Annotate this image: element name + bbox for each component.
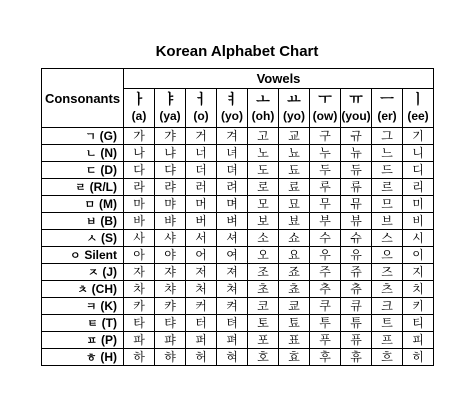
korean-alphabet-table [41, 68, 434, 366]
syllable-cell: 노 [248, 145, 279, 162]
vowel-romanization: (ee) [407, 109, 429, 123]
vowel-romanization: (ya) [159, 109, 181, 123]
vowel-char: ㅑ [163, 92, 177, 108]
syllable-cell: 갸 [155, 128, 186, 145]
consonant-jamo: ㄴ [85, 147, 97, 160]
syllable-cell: 랴 [155, 179, 186, 196]
syllable-cell: 너 [186, 145, 217, 162]
syllable-cell: 브 [372, 213, 403, 230]
table-row [42, 281, 434, 298]
syllable-cell: 기 [403, 128, 434, 145]
consonant-label: (J) [102, 265, 117, 279]
syllable-cell: 뎌 [217, 162, 248, 179]
consonant-jamo: ㅊ [77, 283, 88, 296]
syllable-cell: 크 [372, 298, 403, 315]
consonant-jamo: ㄹ [75, 181, 86, 194]
consonant-label: (T) [101, 316, 117, 330]
syllable-cell: 며 [217, 196, 248, 213]
consonant-cell [42, 332, 124, 349]
syllable-cell: 퍼 [186, 332, 217, 349]
syllable-cell: 더 [186, 162, 217, 179]
syllable-cell: 츄 [341, 281, 372, 298]
consonant-jamo: ㅎ [85, 351, 97, 364]
syllable-cell: 튜 [341, 315, 372, 332]
syllable-cell: 뱌 [155, 213, 186, 230]
syllable-cell: 코 [248, 298, 279, 315]
syllable-cell: 므 [372, 196, 403, 213]
consonant-cell [42, 315, 124, 332]
syllable-cell: 뵤 [279, 213, 310, 230]
table-body [42, 69, 434, 366]
syllable-cell: 야 [155, 247, 186, 264]
syllable-cell: 스 [372, 230, 403, 247]
vowel-romanization: (you) [341, 109, 371, 123]
header-row [42, 69, 434, 89]
syllable-cell: 구 [310, 128, 341, 145]
syllable-cell: 묘 [279, 196, 310, 213]
syllable-cell: 뮤 [341, 196, 372, 213]
consonant-jamo: ㅂ [85, 215, 97, 228]
syllable-cell: 탸 [155, 315, 186, 332]
syllable-cell: 도 [248, 162, 279, 179]
syllable-cell: 교 [279, 128, 310, 145]
chart-title: Korean Alphabet Chart [155, 43, 319, 60]
syllable-cell: 뷰 [341, 213, 372, 230]
table-row [42, 349, 434, 366]
syllable-cell: 소 [248, 230, 279, 247]
syllable-cell: 하 [124, 349, 155, 366]
vowel-header-cell [124, 89, 155, 128]
syllable-cell: 쇼 [279, 230, 310, 247]
syllable-cell: 쿄 [279, 298, 310, 315]
syllable-cell: 저 [186, 264, 217, 281]
vowel-char: ㅛ [287, 92, 301, 108]
syllable-cell: 쳐 [217, 281, 248, 298]
consonant-label: (B) [100, 214, 117, 228]
syllable-cell: 거 [186, 128, 217, 145]
syllable-cell: 터 [186, 315, 217, 332]
consonant-cell [42, 128, 124, 145]
vowel-header-cell [217, 89, 248, 128]
vowel-char: ㅓ [194, 92, 208, 108]
consonant-cell [42, 247, 124, 264]
vowel-header-cell [279, 89, 310, 128]
syllable-cell: 히 [403, 349, 434, 366]
syllable-cell: 큐 [341, 298, 372, 315]
syllable-cell: 우 [310, 247, 341, 264]
consonant-cell [42, 196, 124, 213]
syllable-cell: 포 [248, 332, 279, 349]
table-row [42, 162, 434, 179]
table-row [42, 196, 434, 213]
syllable-cell: 댜 [155, 162, 186, 179]
table-row [42, 247, 434, 264]
consonant-jamo: ㅁ [84, 198, 96, 211]
syllable-cell: 러 [186, 179, 217, 196]
syllable-cell: 부 [310, 213, 341, 230]
syllable-cell: 로 [248, 179, 279, 196]
syllable-cell: 쟈 [155, 264, 186, 281]
consonant-cell [42, 349, 124, 366]
table-row [42, 315, 434, 332]
syllable-cell: 트 [372, 315, 403, 332]
syllable-cell: 캬 [155, 298, 186, 315]
consonant-label: (D) [100, 163, 117, 177]
syllable-cell: 오 [248, 247, 279, 264]
syllable-cell: 냐 [155, 145, 186, 162]
syllable-cell: 져 [217, 264, 248, 281]
syllable-cell: 초 [248, 281, 279, 298]
syllable-cell: 츠 [372, 281, 403, 298]
syllable-cell: 후 [310, 349, 341, 366]
syllable-cell: 퍄 [155, 332, 186, 349]
syllable-cell: 휴 [341, 349, 372, 366]
syllable-cell: 차 [124, 281, 155, 298]
syllable-cell: 비 [403, 213, 434, 230]
syllable-cell: 디 [403, 162, 434, 179]
syllable-cell: 쵸 [279, 281, 310, 298]
syllable-cell: 니 [403, 145, 434, 162]
syllable-cell: 텨 [217, 315, 248, 332]
syllable-cell: 고 [248, 128, 279, 145]
consonant-jamo: ㅇ [69, 249, 81, 262]
table-row [42, 332, 434, 349]
syllable-cell: 규 [341, 128, 372, 145]
vowel-char: ㅕ [225, 92, 239, 108]
consonant-label: (N) [100, 146, 117, 160]
table-row [42, 128, 434, 145]
syllable-cell: 두 [310, 162, 341, 179]
table-row [42, 145, 434, 162]
syllable-cell: 으 [372, 247, 403, 264]
consonant-jamo: ㄷ [85, 164, 97, 177]
vowel-char: ㅠ [349, 92, 363, 108]
vowel-romanization: (a) [131, 109, 147, 123]
syllable-cell: 다 [124, 162, 155, 179]
syllable-cell: 무 [310, 196, 341, 213]
vowel-char: ㅣ [411, 92, 425, 108]
consonant-label: Silent [84, 248, 117, 262]
table-row [42, 264, 434, 281]
syllable-cell: 커 [186, 298, 217, 315]
syllable-cell: 마 [124, 196, 155, 213]
syllable-cell: 슈 [341, 230, 372, 247]
consonant-cell [42, 145, 124, 162]
syllable-cell: 사 [124, 230, 155, 247]
syllable-cell: 즈 [372, 264, 403, 281]
consonant-cell [42, 230, 124, 247]
syllable-cell: 겨 [217, 128, 248, 145]
syllable-cell: 루 [310, 179, 341, 196]
syllable-cell: 미 [403, 196, 434, 213]
vowel-romanization: (oh) [251, 109, 275, 123]
consonant-jamo: ㅅ [86, 232, 98, 245]
syllable-cell: 머 [186, 196, 217, 213]
syllable-cell: 드 [372, 162, 403, 179]
consonant-jamo: ㅋ [85, 300, 97, 313]
vowels-header: Vowels [124, 69, 434, 89]
syllable-cell: 주 [310, 264, 341, 281]
syllable-cell: 모 [248, 196, 279, 213]
vowel-header-cell [155, 89, 186, 128]
vowel-romanization: (yo) [283, 109, 305, 123]
syllable-cell: 료 [279, 179, 310, 196]
table-row [42, 179, 434, 196]
syllable-cell: 펴 [217, 332, 248, 349]
syllable-cell: 서 [186, 230, 217, 247]
syllable-cell: 챠 [155, 281, 186, 298]
consonants-header: Consonants [42, 69, 124, 128]
syllable-cell: 쿠 [310, 298, 341, 315]
syllable-cell: 치 [403, 281, 434, 298]
table-row [42, 230, 434, 247]
syllable-cell: 됴 [279, 162, 310, 179]
consonant-cell [42, 179, 124, 196]
syllable-cell: 요 [279, 247, 310, 264]
syllable-cell: 나 [124, 145, 155, 162]
consonant-label: (M) [99, 197, 117, 211]
syllable-cell: 샤 [155, 230, 186, 247]
syllable-cell: 처 [186, 281, 217, 298]
syllable-cell: 그 [372, 128, 403, 145]
consonant-label: (P) [101, 333, 117, 347]
consonant-label: (H) [100, 350, 117, 364]
syllable-cell: 햐 [155, 349, 186, 366]
syllable-cell: 쥬 [341, 264, 372, 281]
syllable-cell: 효 [279, 349, 310, 366]
syllable-cell: 아 [124, 247, 155, 264]
vowel-header-cell [341, 89, 372, 128]
syllable-cell: 여 [217, 247, 248, 264]
syllable-cell: 류 [341, 179, 372, 196]
vowel-header-cell [310, 89, 341, 128]
syllable-cell: 느 [372, 145, 403, 162]
syllable-cell: 유 [341, 247, 372, 264]
consonant-label: (K) [100, 299, 117, 313]
syllable-cell: 보 [248, 213, 279, 230]
syllable-cell: 퓨 [341, 332, 372, 349]
vowel-header-cell [248, 89, 279, 128]
consonant-jamo: ㅌ [87, 317, 98, 330]
syllable-cell: 카 [124, 298, 155, 315]
syllable-cell: 려 [217, 179, 248, 196]
syllable-cell: 호 [248, 349, 279, 366]
syllable-cell: 수 [310, 230, 341, 247]
vowel-char: ㅜ [318, 92, 332, 108]
syllable-cell: 시 [403, 230, 434, 247]
syllable-cell: 셔 [217, 230, 248, 247]
syllable-cell: 토 [248, 315, 279, 332]
syllable-cell: 라 [124, 179, 155, 196]
syllable-cell: 혀 [217, 349, 248, 366]
syllable-cell: 누 [310, 145, 341, 162]
syllable-cell: 죠 [279, 264, 310, 281]
consonant-label: (R/L) [89, 180, 117, 194]
consonant-jamo: ㄱ [85, 130, 96, 143]
syllable-cell: 지 [403, 264, 434, 281]
syllable-cell: 투 [310, 315, 341, 332]
consonant-cell [42, 162, 124, 179]
syllable-cell: 추 [310, 281, 341, 298]
vowel-romanization: (o) [193, 109, 209, 123]
syllable-cell: 자 [124, 264, 155, 281]
syllable-cell: 뇨 [279, 145, 310, 162]
syllable-cell: 툐 [279, 315, 310, 332]
syllable-cell: 타 [124, 315, 155, 332]
consonant-label: (G) [99, 129, 117, 143]
consonant-label: (S) [101, 231, 117, 245]
syllable-cell: 푸 [310, 332, 341, 349]
syllable-cell: 티 [403, 315, 434, 332]
syllable-cell: 파 [124, 332, 155, 349]
syllable-cell: 흐 [372, 349, 403, 366]
consonant-cell [42, 281, 124, 298]
syllable-cell: 표 [279, 332, 310, 349]
vowel-romanization: (er) [377, 109, 397, 123]
syllable-cell: 녀 [217, 145, 248, 162]
syllable-cell: 키 [403, 298, 434, 315]
consonant-jamo: ㅈ [87, 266, 99, 279]
consonant-cell [42, 264, 124, 281]
syllable-cell: 프 [372, 332, 403, 349]
vowel-header-cell [186, 89, 217, 128]
syllable-cell: 허 [186, 349, 217, 366]
vowel-header-cell [372, 89, 403, 128]
syllable-cell: 이 [403, 247, 434, 264]
consonant-label: (CH) [91, 282, 117, 296]
syllable-cell: 듀 [341, 162, 372, 179]
vowel-romanization: (ow) [312, 109, 338, 123]
syllable-cell: 르 [372, 179, 403, 196]
vowel-char: ㅗ [256, 92, 270, 108]
vowel-romanization: (yo) [221, 109, 243, 123]
syllable-cell: 뉴 [341, 145, 372, 162]
syllable-cell: 피 [403, 332, 434, 349]
syllable-cell: 켜 [217, 298, 248, 315]
vowel-header-cell [403, 89, 434, 128]
vowel-char: ㅏ [132, 92, 146, 108]
syllable-cell: 조 [248, 264, 279, 281]
syllable-cell: 가 [124, 128, 155, 145]
syllable-cell: 어 [186, 247, 217, 264]
syllable-cell: 벼 [217, 213, 248, 230]
vowel-char: ㅡ [380, 92, 394, 108]
syllable-cell: 먀 [155, 196, 186, 213]
consonant-jamo: ㅍ [86, 334, 98, 347]
consonant-cell [42, 298, 124, 315]
syllable-cell: 버 [186, 213, 217, 230]
table-row [42, 213, 434, 230]
consonant-cell [42, 213, 124, 230]
syllable-cell: 리 [403, 179, 434, 196]
syllable-cell: 바 [124, 213, 155, 230]
table-row [42, 298, 434, 315]
